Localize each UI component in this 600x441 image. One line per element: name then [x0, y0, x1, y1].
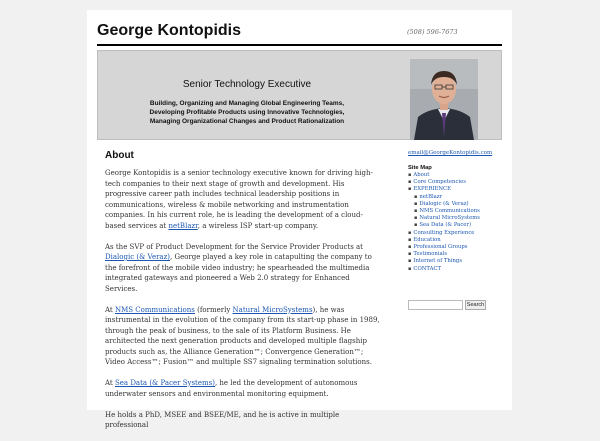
sitemap-item-experience[interactable]: ▪ EXPERIENCE — [408, 186, 508, 193]
sitemap-item-contact[interactable]: ▪ CONTACT — [408, 266, 508, 273]
dialogic-link[interactable]: Dialogic (& Veraz) — [105, 253, 171, 261]
page-container — [87, 10, 512, 429]
phone-number: (508) 596-7673 — [407, 28, 458, 36]
search-input[interactable] — [408, 300, 463, 310]
sitemap-item-netblazr[interactable]: ▪ netBlazr — [408, 194, 508, 201]
site-title[interactable]: George Kontopidis — [97, 22, 241, 39]
sidebar — [408, 150, 508, 308]
sitemap-item-sea-data[interactable]: ▪ Sea Data (& Pacer) — [408, 222, 508, 229]
sitemap-item-core-competencies[interactable]: ▪ Core Competencies — [408, 179, 508, 186]
profile-photo — [410, 59, 478, 140]
sitemap-item-consulting[interactable]: ▪ Consulting Experience — [408, 230, 508, 237]
about-heading: About — [105, 150, 134, 161]
banner — [97, 50, 502, 140]
main-content — [105, 150, 383, 441]
paragraph-dialogic: As the SVP of Product Development for the Service Provider Products at Dialogic (& Veraz), George played a key role in catapulting the company to the forefront of the mobile video industry; he spearheaded the multimedia integrated gateways and pioneered a Web 2.0 strategy for Enhanced Services. — [105, 242, 372, 293]
nms-link[interactable]: NMS Communications — [114, 305, 195, 314]
sitemap-item-dialogic[interactable]: ▪ Dialogic (& Veraz) — [408, 201, 508, 208]
sitemap-item-professional-groups[interactable]: ▪ Professional Groups — [408, 244, 508, 251]
sitemap-item-testimonials[interactable]: ▪ Testimonials — [408, 251, 508, 258]
banner-subtitle-line: Building, Organizing and Managing Global Engineering Teams, — [149, 100, 345, 107]
sitemap-item-about[interactable]: ▪ About — [408, 172, 508, 179]
banner-subtitle-line: Developing Profitable Products using Innovative Technologies, — [149, 109, 345, 116]
netblazr-link[interactable]: netBlazr — [168, 221, 198, 230]
banner-title: Senior Technology Executive — [182, 79, 312, 90]
sitemap-item-natural-microsystems[interactable]: ▪ Natural MicroSystems — [408, 215, 508, 222]
sitemap-item-education[interactable]: ▪ Education — [408, 237, 508, 244]
sitemap-item-iot[interactable]: ▪ Internet of Things — [408, 258, 508, 265]
natural-microsystems-link[interactable]: Natural MicroSystems — [232, 305, 313, 314]
portrait-image — [410, 59, 478, 140]
paragraph-seadata: At Sea Data (& Pacer Systems), he led the development of autonomous underwater sensors and environmental monitoring equipment. — [105, 379, 358, 398]
banner-subtitle-line: Managing Organizational Changes and Product Rationalization — [149, 118, 345, 125]
paragraph-nms: At NMS Communications (formerly Natural MicroSystems), he was instrumental in the evolution of the company from its start-up phase in 1989, through the peak of business, to the sale of its Platform Business. He architected the next generation products and developed multiple flagship products such as, the Alliance Generation™; Convergence Generation™; Video Access™; Fusion™ and multiple SS7 signaling termination solutions. — [105, 305, 380, 366]
sitemap-list — [408, 172, 508, 273]
sitemap-item-nms[interactable]: ▪ NMS Communications — [408, 208, 508, 215]
header-rule — [97, 44, 502, 46]
search-form — [408, 300, 508, 310]
paragraph-intro: George Kontopidis is a senior technology executive known for driving high-tech companies to their next stage of growth and development. His progressive career path includes technical leadership positions in communications, wireless & mobile networking and instrumentation companies. In his current role, he is leading the development of a cloud-based services at netBlazr, a wireless ISP start-up company. — [105, 169, 373, 230]
search-button[interactable]: Search — [466, 302, 485, 308]
seadata-link[interactable]: Sea Data (& Pacer Systems) — [114, 379, 215, 387]
email-link[interactable]: email@GeorgeKontopidis.com — [408, 150, 493, 156]
banner-subtitle — [98, 99, 396, 126]
sitemap-title: Site Map — [408, 165, 432, 171]
paragraph-education: He holds a PhD, MSEE and BSEE/ME, and he is active in multiple professional — [105, 410, 340, 429]
